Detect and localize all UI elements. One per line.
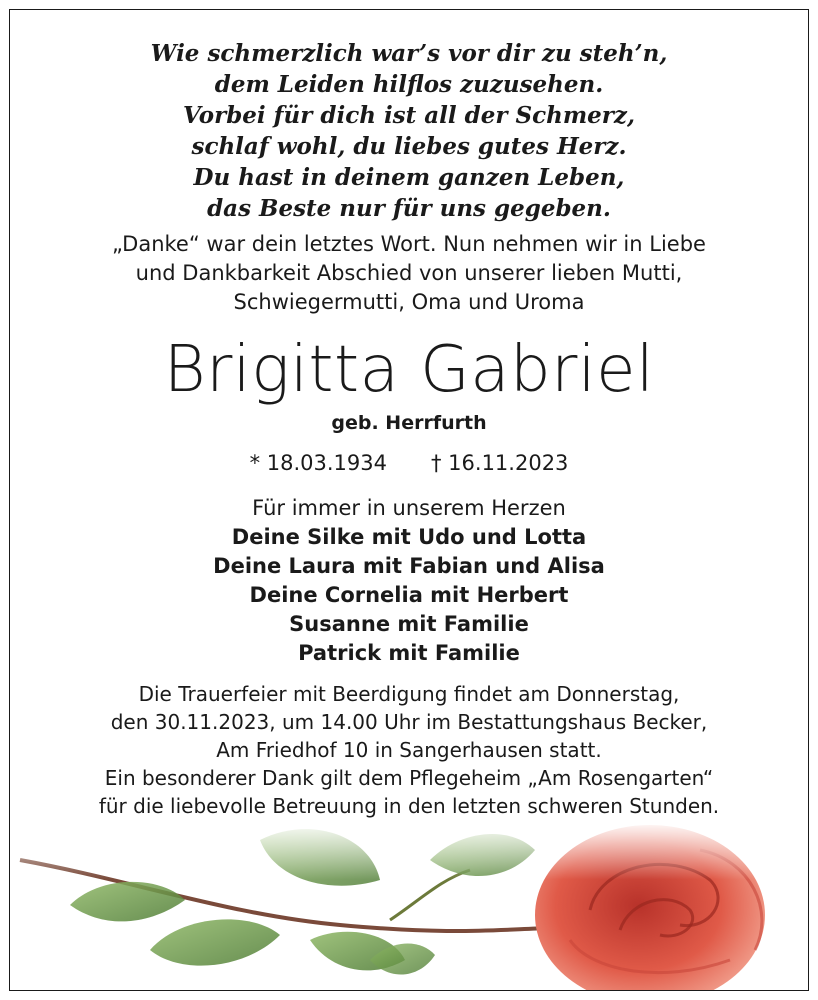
mourners-block: [10, 494, 808, 668]
obituary-notice: [9, 9, 809, 991]
info-line: für die liebevolle Betreuung in den letzten schweren Stunden.: [98, 794, 720, 818]
death-date: † 16.11.2023: [431, 451, 569, 475]
poem-line: schlaf wohl, du liebes gutes Herz.: [191, 133, 627, 160]
mourner-name: Deine Silke mit Udo und Lotta: [231, 525, 587, 549]
birth-name: geb. Herrfurth: [331, 412, 487, 434]
poem-line: Du hast in deinem ganzen Leben,: [193, 164, 625, 191]
poem: [10, 38, 808, 224]
poem-line: Vorbei für dich ist all der Schmerz,: [183, 102, 635, 129]
info-line: Die Trauerfeier mit Beerdigung findet am Donnerstag,: [138, 682, 680, 706]
deceased-name: Brigitta Gabriel: [163, 333, 655, 407]
mourner-name: Deine Cornelia mit Herbert: [249, 583, 569, 607]
poem-line: das Beste nur für uns gegeben.: [207, 195, 611, 222]
info-line: Am Friedhof 10 in Sangerhausen statt.: [216, 738, 602, 762]
intro-text: [10, 230, 808, 317]
mourner-name: Patrick mit Familie: [298, 641, 520, 665]
birth-date: * 18.03.1934: [249, 451, 387, 475]
mourner-name: Susanne mit Familie: [289, 612, 529, 636]
poem-line: Wie schmerzlich war’s vor dir zu steh’n,: [150, 40, 668, 67]
poem-line: dem Leiden hilflos zuzusehen.: [214, 71, 604, 98]
intro-line: und Dankbarkeit Abschied von unserer lieben Mutti,: [135, 261, 683, 285]
funeral-info: [10, 680, 808, 820]
mourner-name: Deine Laura mit Fabian und Alisa: [213, 554, 605, 578]
rose-illustration: [10, 820, 809, 990]
mourners-heading: Für immer in unserem Herzen: [252, 496, 566, 520]
life-dates: [10, 448, 808, 478]
intro-line: „Danke“ war dein letztes Wort. Nun nehmen wir in Liebe: [112, 232, 706, 256]
info-line: den 30.11.2023, um 14.00 Uhr im Bestattungshaus Becker,: [110, 710, 708, 734]
intro-line: Schwiegermutti, Oma und Uroma: [233, 290, 585, 314]
info-line: Ein besonderer Dank gilt dem Pflegeheim „Am Rosengarten“: [104, 766, 714, 790]
